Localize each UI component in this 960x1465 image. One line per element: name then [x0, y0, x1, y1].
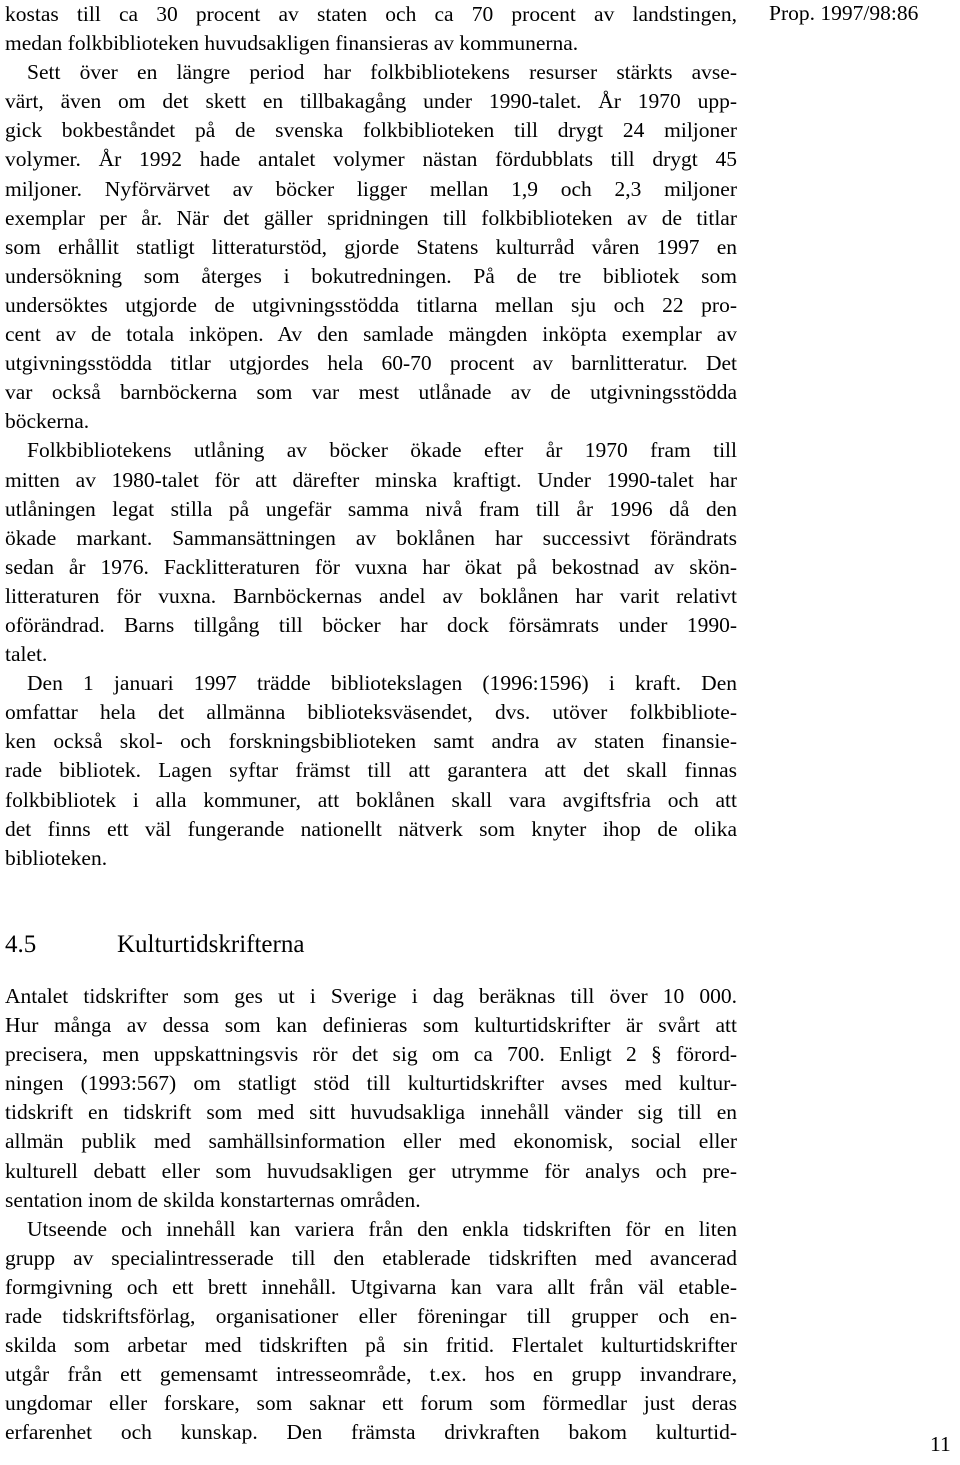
text-line: formgivning och ett brett innehåll. Utgivarna kan vara allt från väl etable- — [5, 1274, 737, 1299]
text-line: utgår från ett gemensamt intresseområde, t.ex. hos en grupp invandrare, — [5, 1362, 737, 1387]
text-line: Antalet tidskrifter som ges ut i Sverige i dag beräknas till över 10 000. — [5, 984, 737, 1008]
text-line: Den 1 januari 1997 trädde bibliotekslagen (1996:1596) i kraft. Den — [27, 671, 737, 696]
text-line: rade bibliotek. Lagen syftar främst till att garantera att det skall finnas — [5, 758, 737, 783]
text-line: ökade markant. Sammansättningen av boklånen har successivt förändrats — [5, 525, 737, 550]
text-line: kulturell debatt eller som huvudsakligen ger utrymme för analys och pre- — [5, 1158, 737, 1183]
section-number: 4.5 — [5, 931, 37, 958]
text-line: undersökning som återges i bokutredningen. På de tre bibliotek som — [5, 263, 737, 288]
text-line: kostas till ca 30 procent av staten och ca 70 procent av landstingen, — [5, 2, 737, 26]
text-line: böckerna. — [5, 409, 90, 434]
paragraph — [5, 58, 737, 436]
section-title: Kulturtidskrifterna — [117, 931, 305, 958]
text-line: utgivningsstödda titlar utgjordes hela 60-70 procent av barnlitteratur. Det — [5, 351, 737, 376]
body-text-bottom — [5, 982, 737, 1448]
text-line: cent av de totala inköpen. Av den samlade mängden inköpta exemplar av — [5, 322, 737, 347]
proposition-label: Prop. 1997/98:86 — [769, 1, 919, 25]
paragraph — [5, 669, 737, 873]
text-line: ken också skol- och forskningsbiblioteken samt andra av staten finansie- — [5, 729, 737, 754]
text-line: sedan år 1976. Facklitteraturen för vuxna har ökat på bekostnad av skön- — [5, 554, 737, 579]
text-line: Folkbibliotekens utlåning av böcker ökade efter år 1970 fram till — [27, 438, 737, 463]
text-line: skilda som arbetar med tidskriften på sin fritid. Flertalet kulturtidskrifter — [5, 1333, 737, 1358]
text-line: miljoner. Nyförvärvet av böcker ligger mellan 1,9 och 2,3 miljoner — [5, 176, 737, 201]
text-line: Utseende och innehåll kan variera från den enkla tidskriften för en liten — [27, 1216, 737, 1241]
text-line: undersöktes utgjorde de utgivningsstödda titlarna mellan sju och 22 pro- — [5, 292, 737, 317]
text-line: precisera, men uppskattningsvis rör det sig om ca 700. Enligt 2 § förord- — [5, 1042, 737, 1067]
text-line: som erhållit statligt litteraturstöd, gjorde Statens kulturråd våren 1997 en — [5, 234, 737, 259]
text-line: exemplar per år. När det gäller spridningen till folkbiblioteken av de titlar — [5, 205, 737, 230]
text-line: det finns ett väl fungerande nationellt nätverk som knyter ihop de olika — [5, 816, 737, 841]
text-line: litteraturen för vuxna. Barnböckernas andel av boklånen har varit relativt — [5, 583, 737, 608]
text-line: biblioteken. — [5, 845, 108, 870]
text-line: tidskrift en tidskrift som med sitt huvudsakliga innehåll vänder sig till en — [5, 1100, 737, 1125]
text-line: rade tidskriftsförlag, organisationer eller föreningar till grupper och en- — [5, 1304, 737, 1329]
text-line: allmän publik med samhällsinformation eller med ekonomisk, social eller — [5, 1129, 737, 1154]
paragraph — [5, 982, 737, 1215]
text-line: sentation inom de skilda konstarternas områden. — [5, 1187, 421, 1212]
text-line: värt, även om det skett en tillbakagång under 1990-talet. År 1970 upp- — [5, 89, 737, 114]
text-line: mitten av 1980-talet för att därefter minska kraftigt. Under 1990-talet har — [5, 467, 737, 492]
text-line: var också barnböckerna som var mest utlånade av de utgivningsstödda — [5, 380, 737, 405]
text-line: ningen (1993:567) om statligt stöd till kulturtidskrifter avses med kultur- — [5, 1071, 737, 1096]
text-line: utlåningen legat stilla på ungefär samma nivå fram till år 1996 då den — [5, 496, 737, 521]
text-line: oförändrad. Barns tillgång till böcker har dock försämrats under 1990- — [5, 612, 737, 637]
body-text-top — [5, 0, 737, 873]
text-line: Hur många av dessa som kan definieras som kulturtidskrifter är svårt att — [5, 1013, 737, 1038]
text-line: Sett över en längre period har folkbibliotekens resurser stärkts avse- — [27, 60, 737, 85]
text-line: medan folkbiblioteken huvudsakligen finansieras av kommunerna. — [5, 31, 579, 56]
paragraph — [5, 436, 737, 669]
text-line: ungdomar eller forskare, som saknar ett forum som förmedlar just deras — [5, 1391, 737, 1416]
paragraph — [5, 1215, 737, 1448]
text-line: volymer. År 1992 hade antalet volymer nästan fördubblats till drygt 45 — [5, 147, 737, 172]
text-line: gick bokbeståndet på de svenska folkbiblioteken till drygt 24 miljoner — [5, 118, 737, 143]
text-line: grupp av specialintresserade till den etablerade tidskriften med avancerad — [5, 1245, 737, 1270]
text-line: folkbibliotek i alla kommuner, att boklånen skall vara avgiftsfria och att — [5, 787, 737, 812]
paragraph — [5, 0, 737, 58]
text-line: talet. — [5, 642, 48, 667]
page-number: 11 — [930, 1432, 951, 1456]
section-heading — [5, 929, 304, 961]
text-line: omfattar hela det allmänna biblioteksväsendet, dvs. utöver folkbibliote- — [5, 700, 737, 725]
text-line: erfarenhet och kunskap. Den främsta drivkraften bakom kulturtid- — [5, 1420, 737, 1445]
